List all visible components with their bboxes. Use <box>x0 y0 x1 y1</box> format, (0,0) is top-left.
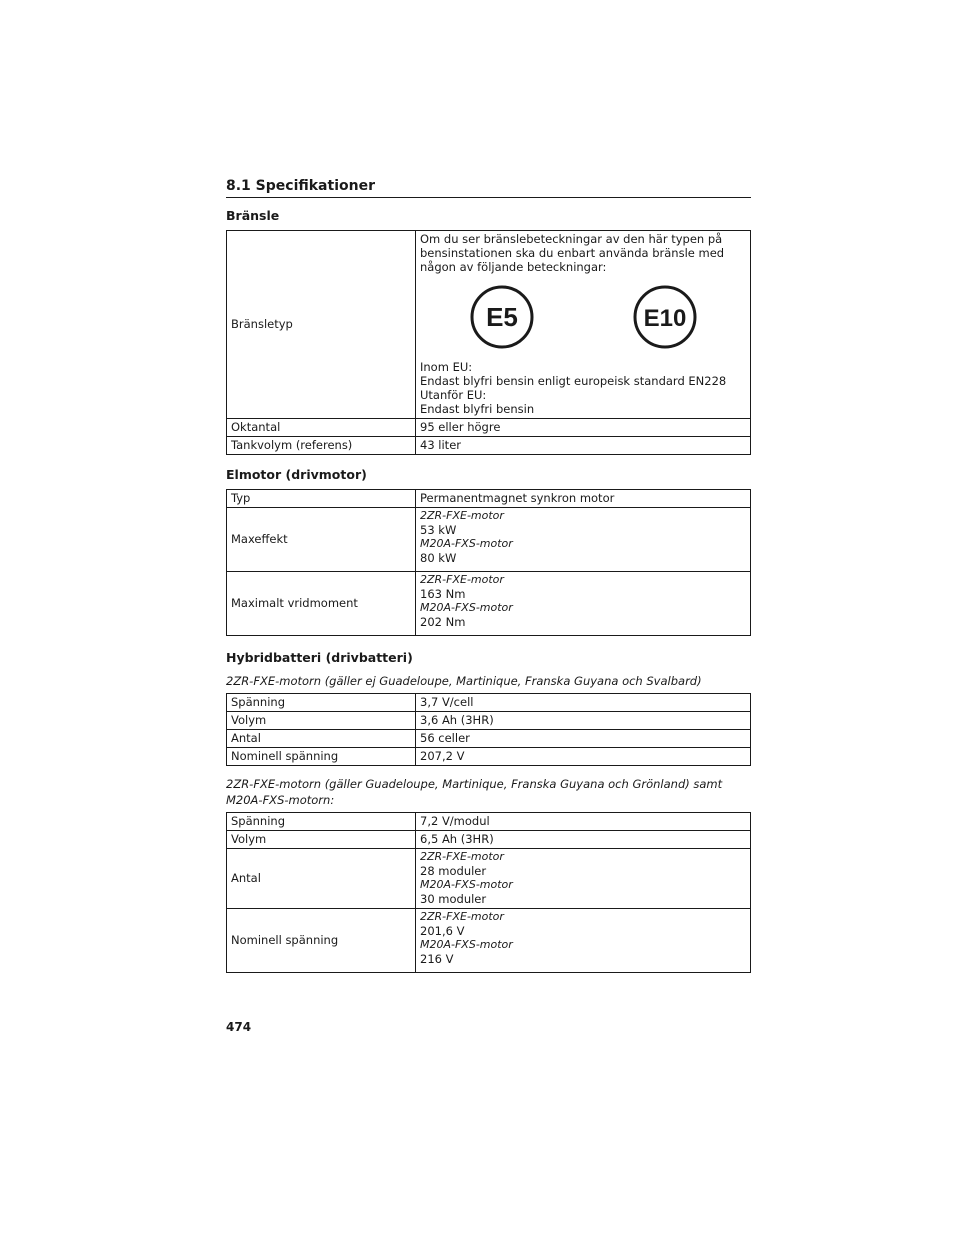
count-value: 30 moduler <box>420 892 487 906</box>
battery-table-1 <box>226 693 751 766</box>
motor-heading: Elmotor (drivmotor) <box>226 467 367 482</box>
engine-note: M20A-FXS-motor <box>420 878 513 891</box>
fuel-table <box>226 230 751 455</box>
engine-note: 2ZR-FXE-motor <box>420 910 504 923</box>
count-value: 28 moduler <box>420 864 487 878</box>
fuel-type-intro: Om du ser bränslebeteckningar av den här typen på bensinstationen ska du enbart använda bränsle med någon av följande beteckningar: <box>420 232 725 274</box>
table-row <box>227 437 751 455</box>
fuel-type-label: Bränsletyp <box>227 231 416 419</box>
engine-note: 2ZR-FXE-motor <box>420 573 504 586</box>
table-row <box>227 849 751 909</box>
battery-heading: Hybridbatteri (drivbatteri) <box>226 650 413 665</box>
fuel-heading: Bränsle <box>226 208 280 223</box>
nominal-voltage-label: Nominell spänning <box>227 748 416 766</box>
motor-type-label: Typ <box>227 490 416 508</box>
nominal-voltage-label: Nominell spänning <box>227 909 416 973</box>
fuel-badge-e10 <box>632 284 698 350</box>
max-power-cell <box>416 508 751 572</box>
voltage-label: Spänning <box>227 813 416 831</box>
count-label: Antal <box>227 849 416 909</box>
engine-note: M20A-FXS-motor <box>420 938 513 951</box>
tank-label: Tankvolym (referens) <box>227 437 416 455</box>
table-row <box>227 813 751 831</box>
fuel-type-line: Endast blyfri bensin <box>420 402 535 416</box>
count-value: 56 celler <box>416 730 751 748</box>
table-row <box>227 831 751 849</box>
nominal-voltage-value: 201,6 V <box>420 924 465 938</box>
capacity-value: 3,6 Ah (3HR) <box>416 712 751 730</box>
table-row <box>227 572 751 636</box>
table-row <box>227 490 751 508</box>
max-power-label: Maxeffekt <box>227 508 416 572</box>
page-number: 474 <box>226 1020 252 1034</box>
count-cell <box>416 849 751 909</box>
table-row <box>227 419 751 437</box>
nominal-voltage-value: 216 V <box>420 952 454 966</box>
table-row <box>227 909 751 973</box>
e5-badge-icon <box>469 284 535 350</box>
motor-table <box>226 489 751 636</box>
nominal-voltage-value: 207,2 V <box>416 748 751 766</box>
badge-e10-text: E10 <box>643 305 686 332</box>
nominal-voltage-cell <box>416 909 751 973</box>
octane-label: Oktantal <box>227 419 416 437</box>
fuel-type-line: Inom EU: <box>420 360 473 374</box>
motor-type-value: Permanentmagnet synkron motor <box>416 490 751 508</box>
fuel-type-cell <box>416 231 751 419</box>
table-row <box>227 748 751 766</box>
fuel-type-line: Utanför EU: <box>420 388 487 402</box>
battery-intro-1: 2ZR-FXE-motorn (gäller ej Guadeloupe, Martinique, Franska Guyana och Svalbard) <box>226 674 702 688</box>
capacity-label: Volym <box>227 831 416 849</box>
fuel-type-line: Endast blyfri bensin enligt europeisk standard EN228 <box>420 374 727 388</box>
engine-note: 2ZR-FXE-motor <box>420 850 504 863</box>
tank-value: 43 liter <box>416 437 751 455</box>
capacity-value: 6,5 Ah (3HR) <box>416 831 751 849</box>
section-title: 8.1 Specifikationer <box>226 178 751 198</box>
table-row <box>227 694 751 712</box>
max-torque-label: Maximalt vridmoment <box>227 572 416 636</box>
battery-table-2 <box>226 812 751 973</box>
voltage-value: 7,2 V/modul <box>416 813 751 831</box>
engine-note: 2ZR-FXE-motor <box>420 509 504 522</box>
page-content <box>226 178 751 973</box>
max-torque-value: 202 Nm <box>420 615 466 629</box>
badge-e5-text: E5 <box>485 302 518 332</box>
max-torque-value: 163 Nm <box>420 587 466 601</box>
engine-note: M20A-FXS-motor <box>420 601 513 614</box>
engine-note: M20A-FXS-motor <box>420 537 513 550</box>
voltage-label: Spänning <box>227 694 416 712</box>
max-torque-cell <box>416 572 751 636</box>
e10-badge-icon <box>632 284 698 350</box>
max-power-value: 53 kW <box>420 523 457 537</box>
table-row <box>227 508 751 572</box>
table-row <box>227 712 751 730</box>
table-row <box>227 730 751 748</box>
voltage-value: 3,7 V/cell <box>416 694 751 712</box>
count-label: Antal <box>227 730 416 748</box>
octane-value: 95 eller högre <box>416 419 751 437</box>
capacity-label: Volym <box>227 712 416 730</box>
battery-intro-2: 2ZR-FXE-motorn (gäller Guadeloupe, Martinique, Franska Guyana och Grönland) samt M20A-FXS-motorn: <box>226 777 723 807</box>
fuel-badges <box>420 274 746 360</box>
fuel-badge-e5 <box>469 284 535 350</box>
max-power-value: 80 kW <box>420 551 457 565</box>
table-row <box>227 231 751 419</box>
